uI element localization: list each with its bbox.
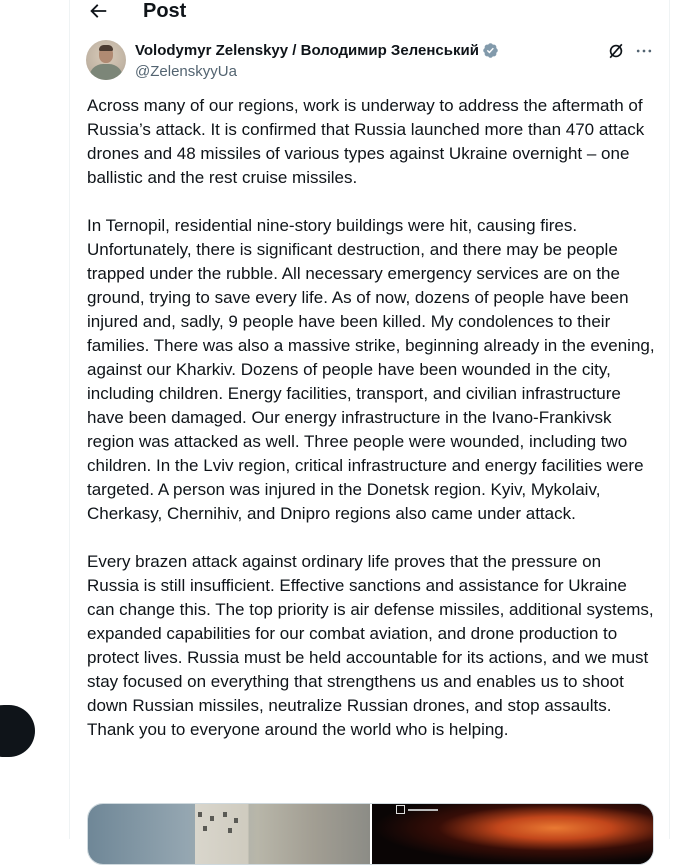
building-window [198, 812, 202, 817]
post-paragraph: In Ternopil, residential nine-story buildings were hit, causing fires. Unfortunately, there is significant destruction, and there may be people trapped under the rubble. All necessary emergency services are on the ground, trying to save every life. As of now, dozens of people have been injured and, sadly, 9 people have been killed. My condolences to their families. There was also a massive strike, beginning already in the evening, against our Kharkiv. Dozens of people have been wounded in the city, including children. Energy facilities, transport, and civilian infrastructure have been damaged. Our energy infrastructure in the Ivano-Frankivsk region was attacked as well. Three people were wounded, including two children. In the Lviv region, critical infrastructure and energy facilities were targeted. A person was injured in the Donetsk region. Kyiv, Mykolaiv, Cherkasy, Chernihiv, and Dnipro regions also came under attack. [87, 216, 655, 523]
post-column [69, 0, 670, 839]
arrow-left-icon[interactable] [87, 0, 109, 22]
building-window [223, 812, 227, 817]
sidebar-post-button[interactable] [0, 705, 35, 757]
page-header [70, 0, 669, 26]
emblem-icon [396, 805, 405, 814]
post-text [87, 94, 657, 766]
post-paragraph: Every brazen attack against ordinary life proves that the pressure on Russia is still insufficient. Effective sanctions and assistance for Ukraine can change this. The top priority is air defense missiles, additional systems, expanded capabilities for our combat aviation, and drone production to protect lives. Russia must be held accountable for its actions, and we must stay focused on everything that strengthens us and enables us to shoot down Russian missiles, neutralize Russian drones, and stop assaults. Thank you to everyone around the world who is helping. [87, 552, 654, 739]
media-photo-fire[interactable] [372, 804, 654, 864]
page-title: Post [143, 0, 187, 22]
media-watermark-logo [396, 805, 438, 814]
building-window [210, 816, 214, 821]
more-icon[interactable] [634, 41, 654, 61]
avatar[interactable] [86, 40, 126, 80]
display-name[interactable]: Volodymyr Zelenskyy / Володимир Зеленський [135, 42, 479, 59]
building-window [234, 818, 238, 823]
grok-icon[interactable] [606, 41, 626, 61]
post-author [86, 40, 656, 82]
avatar-body [89, 64, 123, 80]
verified-badge-icon[interactable] [482, 42, 499, 59]
name-row [135, 41, 499, 60]
building-window [228, 828, 232, 833]
building-window [203, 826, 207, 831]
post-media [87, 803, 654, 865]
post-paragraph: Across many of our regions, work is underway to address the aftermath of Russia’s attack. It is confirmed that Russia launched more than 470 attack drones and 48 missiles of various types against Ukraine overnight – one ballistic and the rest cruise missiles. [87, 96, 645, 187]
media-photo-building[interactable] [88, 804, 370, 864]
avatar-hair [99, 45, 113, 51]
author-handle[interactable]: @ZelenskyyUa [135, 63, 237, 80]
watermark-text-mark [408, 809, 438, 811]
